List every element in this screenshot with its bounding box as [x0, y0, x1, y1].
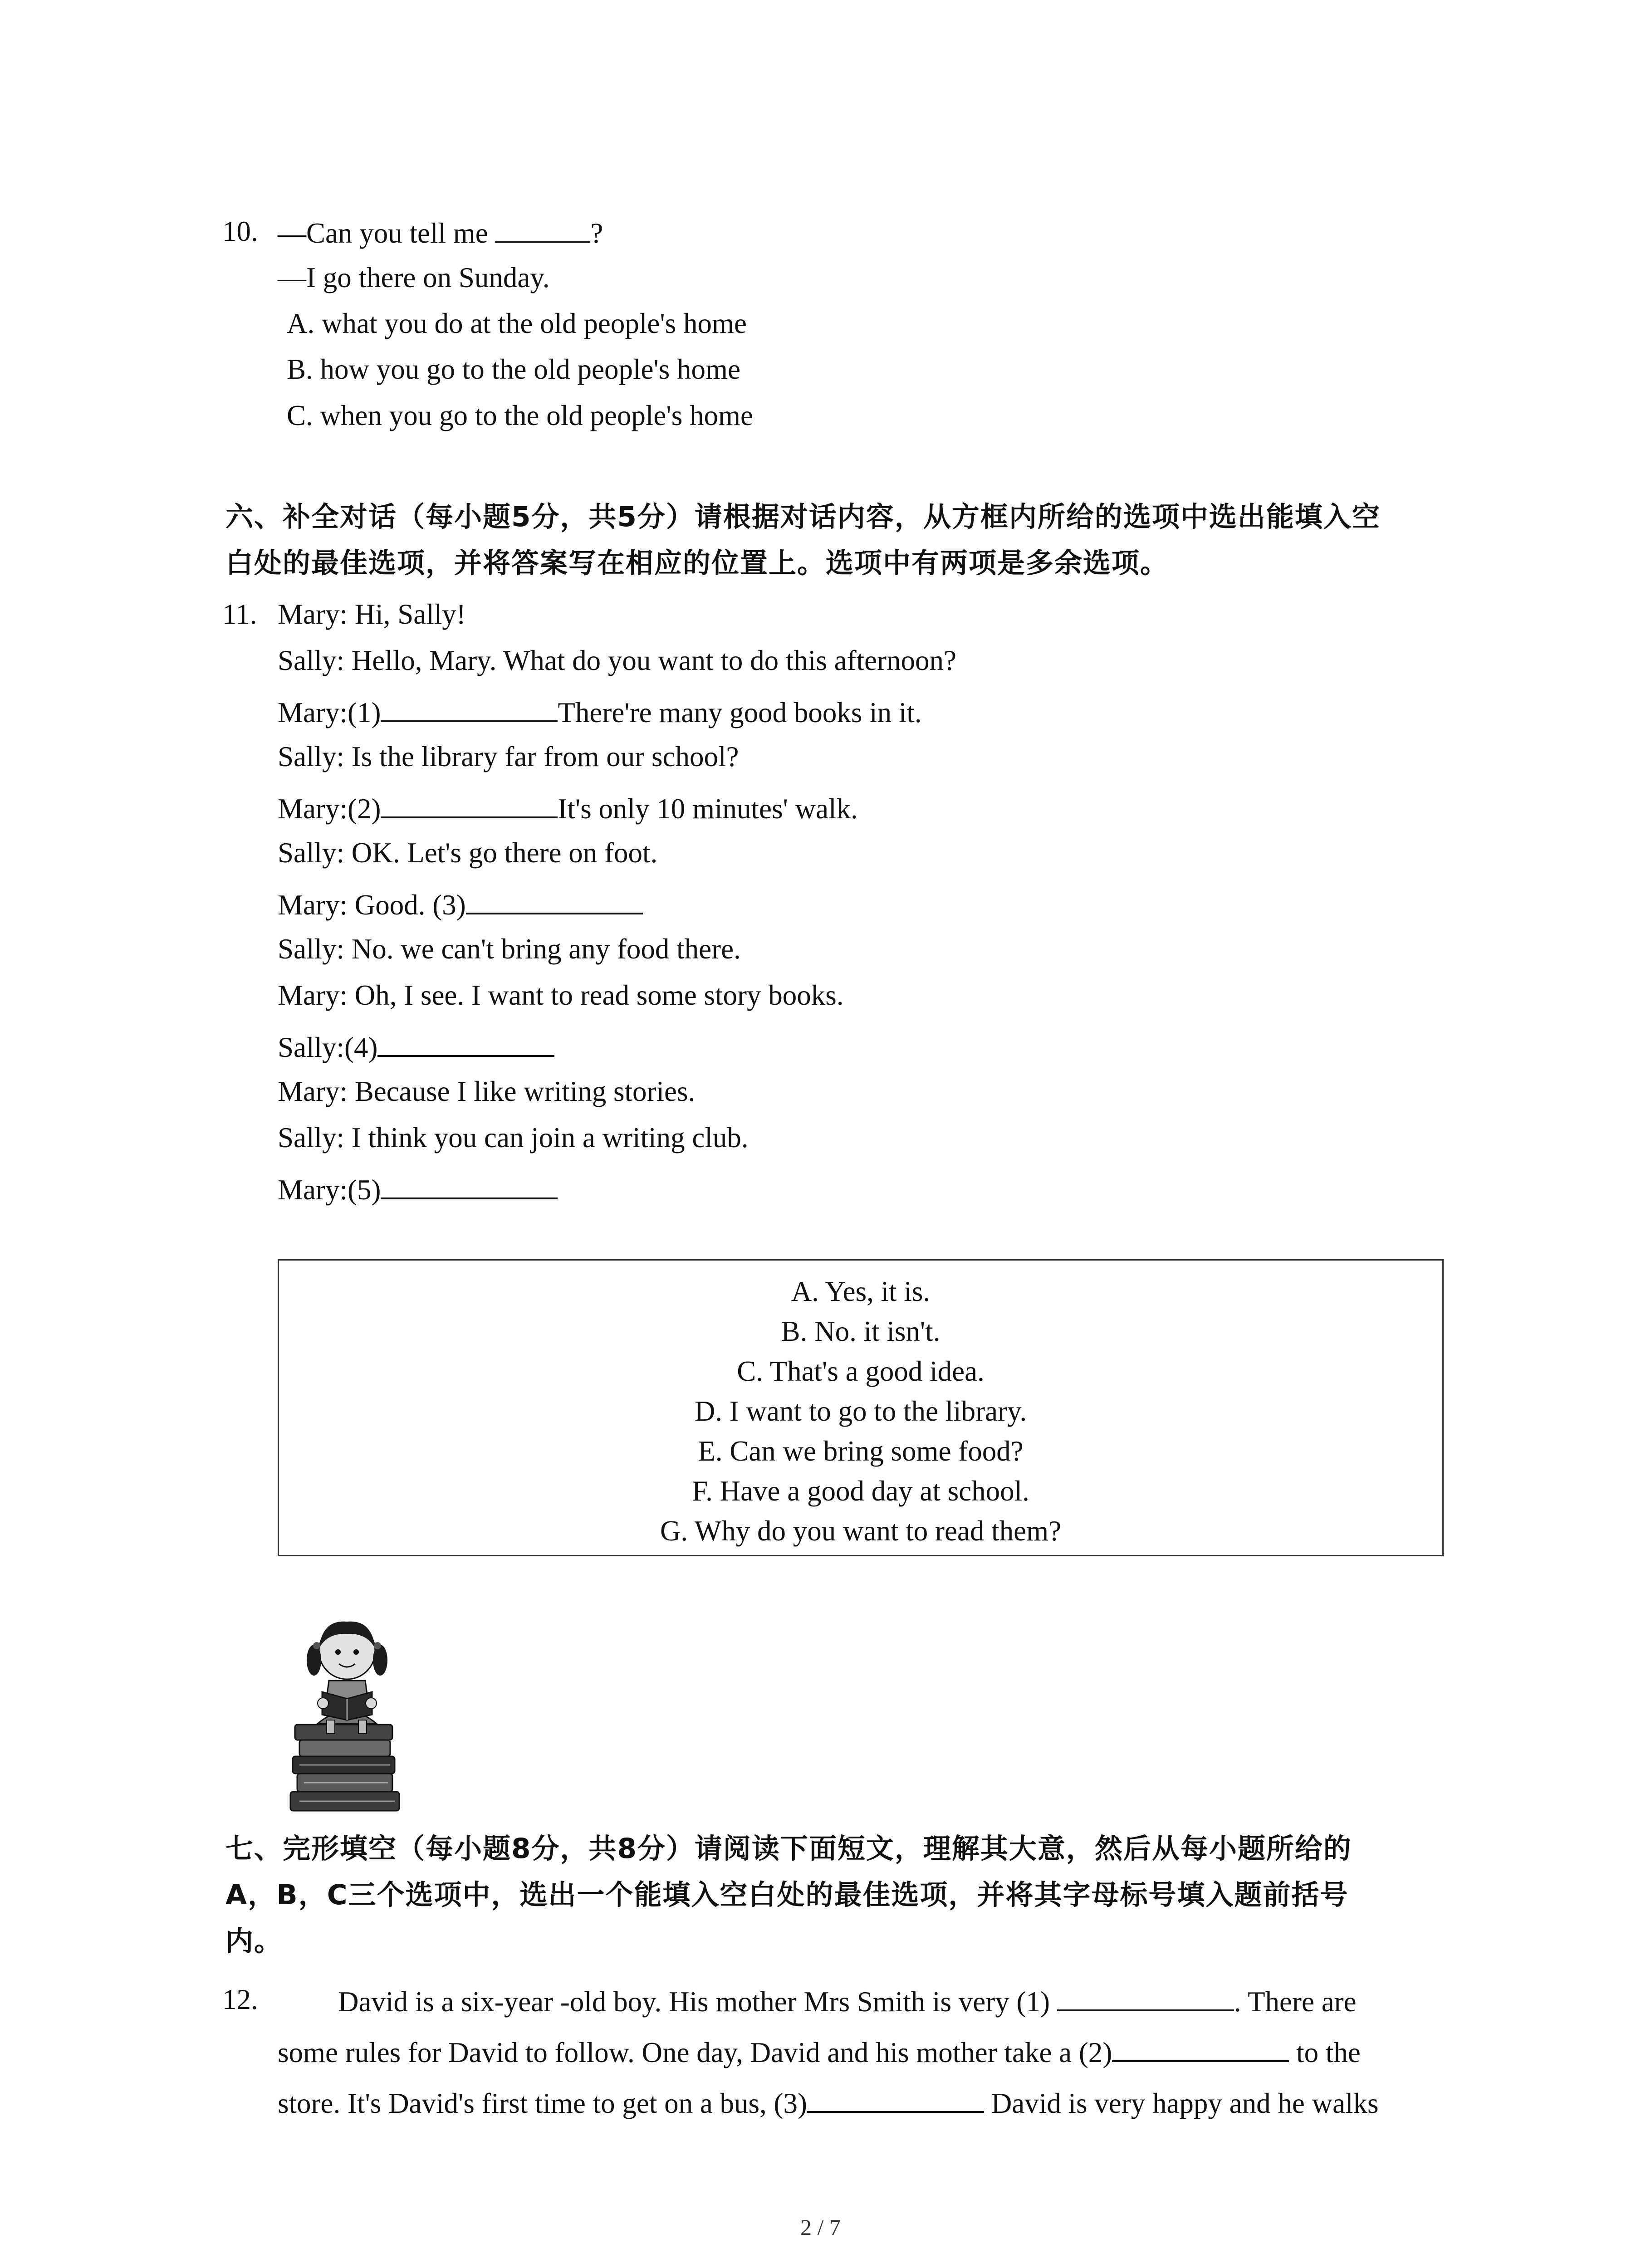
q10-option-b: B. how you go to the old people's home	[287, 353, 741, 385]
girl-reading-books-illustration	[272, 1601, 422, 1828]
q12-line2-start: some rules for David to follow. One day, David and his mother take a (2)	[278, 2037, 1112, 2068]
q12-line2	[278, 2032, 1361, 2071]
q11-line7	[278, 885, 643, 923]
options-box	[278, 1259, 1444, 1556]
q11-line5-start: Mary:(2)	[278, 793, 381, 825]
q10-option-c: C. when you go to the old people's home	[287, 400, 753, 431]
q11-line2: Sally: Hello, Mary. What do you want to do this afternoon?	[278, 645, 956, 676]
q11-number: 11.	[222, 598, 257, 630]
q11-line7-start: Mary: Good. (3)	[278, 889, 466, 921]
q12-line3-start: store. It's David's first time to get on a bus, (3)	[278, 2087, 808, 2119]
option-c: C. That's a good idea.	[737, 1355, 985, 1387]
section6-heading-line1: 六、补全对话（每小题5分，共5分）请根据对话内容，从方框内所给的选项中选出能填入空	[225, 501, 1381, 533]
q11-line9: Mary: Oh, I see. I want to read some story books.	[278, 979, 844, 1011]
q12-line1-end: . There are	[1234, 1986, 1357, 2018]
option-e: E. Can we bring some food?	[698, 1435, 1024, 1467]
q12-line2-end: to the	[1289, 2037, 1361, 2068]
q11-line1: Mary: Hi, Sally!	[278, 598, 466, 630]
option-b: B. No. it isn't.	[781, 1315, 941, 1347]
q11-line5-end: It's only 10 minutes' walk.	[558, 793, 858, 825]
q12-blank-3	[807, 2083, 984, 2113]
q11-blank-2	[381, 788, 558, 818]
q11-line10	[278, 1027, 554, 1066]
q10-option-a: A. what you do at the old people's home	[287, 308, 747, 339]
q11-line12: Sally: I think you can join a writing club.	[278, 1122, 749, 1154]
q10-number: 10.	[222, 215, 258, 247]
option-g: G. Why do you want to read them?	[660, 1515, 1062, 1547]
q12-number: 12.	[222, 1984, 258, 2015]
q12-line3-end: David is very happy and he walks	[984, 2087, 1379, 2119]
section7-heading-line2: A，B，C三个选项中，选出一个能填入空白处的最佳选项，并将其字母标号填入题前括号	[225, 1879, 1349, 1911]
q12-line1	[338, 1981, 1357, 2020]
q10-line1-end: ?	[590, 217, 603, 249]
q11-line5	[278, 788, 858, 827]
q10-line1	[278, 213, 603, 251]
q10-line1-text: —Can you tell me	[278, 217, 495, 249]
q11-line8: Sally: No. we can't bring any food there.	[278, 933, 741, 965]
q10-line2: —I go there on Sunday.	[278, 262, 550, 293]
q11-line13-start: Mary:(5)	[278, 1174, 381, 1206]
q11-line6: Sally: OK. Let's go there on foot.	[278, 837, 658, 869]
q11-blank-3	[466, 885, 643, 914]
q11-line3-end: There're many good books in it.	[558, 697, 922, 728]
q12-line1-start: David is a six-year -old boy. His mother Mrs Smith is very (1)	[338, 1986, 1057, 2018]
q11-line11: Mary: Because I like writing stories.	[278, 1075, 696, 1107]
q11-line4: Sally: Is the library far from our school?	[278, 741, 739, 772]
section7-heading-line1: 七、完形填空（每小题8分，共8分）请阅读下面短文，理解其大意，然后从每小题所给的	[225, 1833, 1352, 1865]
q11-blank-1	[381, 692, 558, 722]
option-f: F. Have a good day at school.	[692, 1475, 1029, 1507]
q12-blank-2	[1112, 2032, 1289, 2062]
q12-line3	[278, 2083, 1379, 2121]
option-d: D. I want to go to the library.	[694, 1395, 1027, 1427]
section7-heading-line3: 内。	[225, 1925, 283, 1957]
section6-heading-line2: 白处的最佳选项，并将答案写在相应的位置上。选项中有两项是多余选项。	[225, 547, 1169, 579]
q11-blank-5	[381, 1169, 558, 1199]
q11-line3-start: Mary:(1)	[278, 697, 381, 728]
q11-blank-4	[377, 1027, 554, 1057]
q11-line13	[278, 1169, 558, 1208]
q11-line10-start: Sally:(4)	[278, 1031, 378, 1063]
q11-line3	[278, 692, 922, 731]
option-a: A. Yes, it is.	[791, 1276, 931, 1307]
q10-blank	[495, 213, 590, 243]
page-number: 2 / 7	[800, 2214, 841, 2240]
q12-blank-1	[1057, 1981, 1234, 2011]
